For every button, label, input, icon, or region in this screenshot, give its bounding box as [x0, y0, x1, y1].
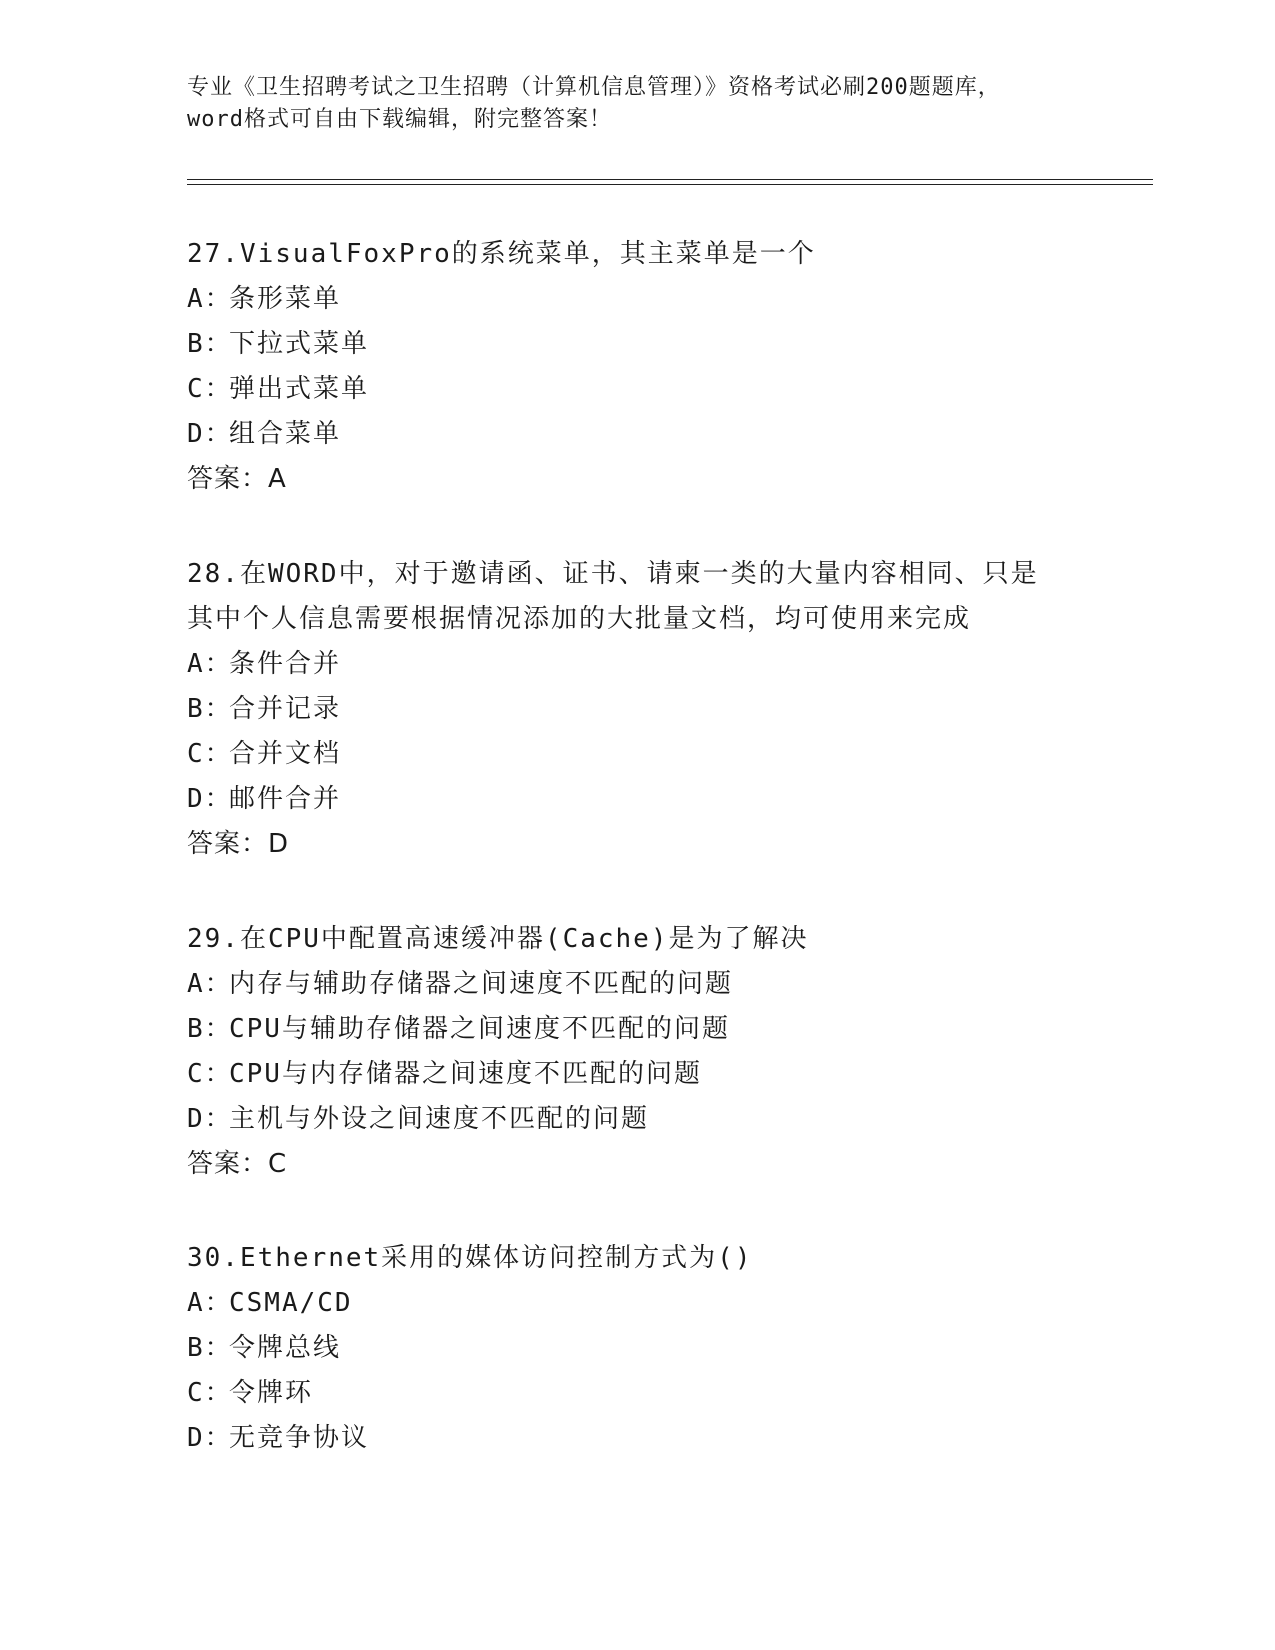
option-a: [187, 642, 1147, 687]
question-27: [187, 232, 1147, 502]
option-text: 组合菜单: [229, 419, 342, 449]
question-stem: 30.Ethernet采用的媒体访问控制方式为(): [187, 1243, 753, 1273]
option-d: [187, 412, 1147, 457]
option-a: [187, 1281, 1147, 1326]
option-text: CSMA/CD: [229, 1288, 353, 1318]
header-divider-bottom: [187, 184, 1153, 185]
question-30: [187, 1236, 1147, 1461]
option-text: 主机与外设之间速度不匹配的问题: [229, 1104, 650, 1134]
option-text: CPU与内存储器之间速度不匹配的问题: [229, 1059, 702, 1089]
option-a: [187, 962, 1147, 1007]
option-b: [187, 687, 1147, 732]
option-text: CPU与辅助存储器之间速度不匹配的问题: [229, 1014, 730, 1044]
option-key: B：: [187, 1014, 233, 1044]
header-line-2: word格式可自由下载编辑，附完整答案！: [187, 107, 612, 132]
option-text: 邮件合并: [229, 784, 342, 814]
header-line-1: 专业《卫生招聘考试之卫生招聘（计算机信息管理）》资格考试必刷200题题库，: [187, 75, 1001, 100]
option-d: [187, 1097, 1147, 1142]
option-key: C：: [187, 1059, 233, 1089]
option-key: A：: [187, 1288, 233, 1318]
option-text: 令牌总线: [229, 1333, 342, 1363]
option-b: [187, 322, 1147, 367]
question-stem: 29.在CPU中配置高速缓冲器(Cache)是为了解决: [187, 924, 809, 954]
option-text: 无竞争协议: [229, 1423, 370, 1453]
option-c: [187, 732, 1147, 777]
option-b: [187, 1326, 1147, 1371]
option-c: [187, 1052, 1147, 1097]
option-d: [187, 777, 1147, 822]
answer-label: 答案：D: [187, 829, 290, 859]
question-29: [187, 917, 1147, 1187]
option-key: C：: [187, 739, 233, 769]
option-key: A：: [187, 284, 233, 314]
option-text: 弹出式菜单: [229, 374, 370, 404]
option-key: A：: [187, 649, 233, 679]
option-key: B：: [187, 1333, 233, 1363]
option-c: [187, 1371, 1147, 1416]
answer-label: 答案：A: [187, 464, 287, 494]
option-text: 内存与辅助存储器之间速度不匹配的问题: [229, 969, 734, 999]
option-text: 合并记录: [229, 694, 342, 724]
option-key: B：: [187, 694, 233, 724]
option-key: C：: [187, 1378, 233, 1408]
option-b: [187, 1007, 1147, 1052]
question-stem: 27.VisualFoxPro的系统菜单，其主菜单是一个: [187, 239, 816, 269]
option-text: 合并文档: [229, 739, 342, 769]
option-c: [187, 367, 1147, 412]
option-key: D：: [187, 1104, 233, 1134]
option-key: D：: [187, 1423, 233, 1453]
question-28: [187, 552, 1147, 867]
answer-label: 答案：C: [187, 1149, 288, 1179]
option-text: 令牌环: [229, 1378, 314, 1408]
question-stem-continued: 其中个人信息需要根据情况添加的大批量文档，均可使用来完成: [187, 604, 972, 634]
option-d: [187, 1416, 1147, 1461]
option-text: 条件合并: [229, 649, 342, 679]
option-key: D：: [187, 419, 233, 449]
option-key: A：: [187, 969, 233, 999]
option-text: 条形菜单: [229, 284, 342, 314]
document-header: [187, 72, 1107, 136]
option-key: C：: [187, 374, 233, 404]
header-divider-top: [187, 179, 1153, 180]
option-key: B：: [187, 329, 233, 359]
option-key: D：: [187, 784, 233, 814]
option-text: 下拉式菜单: [229, 329, 370, 359]
question-stem: 28.在WORD中，对于邀请函、证书、请柬一类的大量内容相同、只是: [187, 559, 1039, 589]
option-a: [187, 277, 1147, 322]
